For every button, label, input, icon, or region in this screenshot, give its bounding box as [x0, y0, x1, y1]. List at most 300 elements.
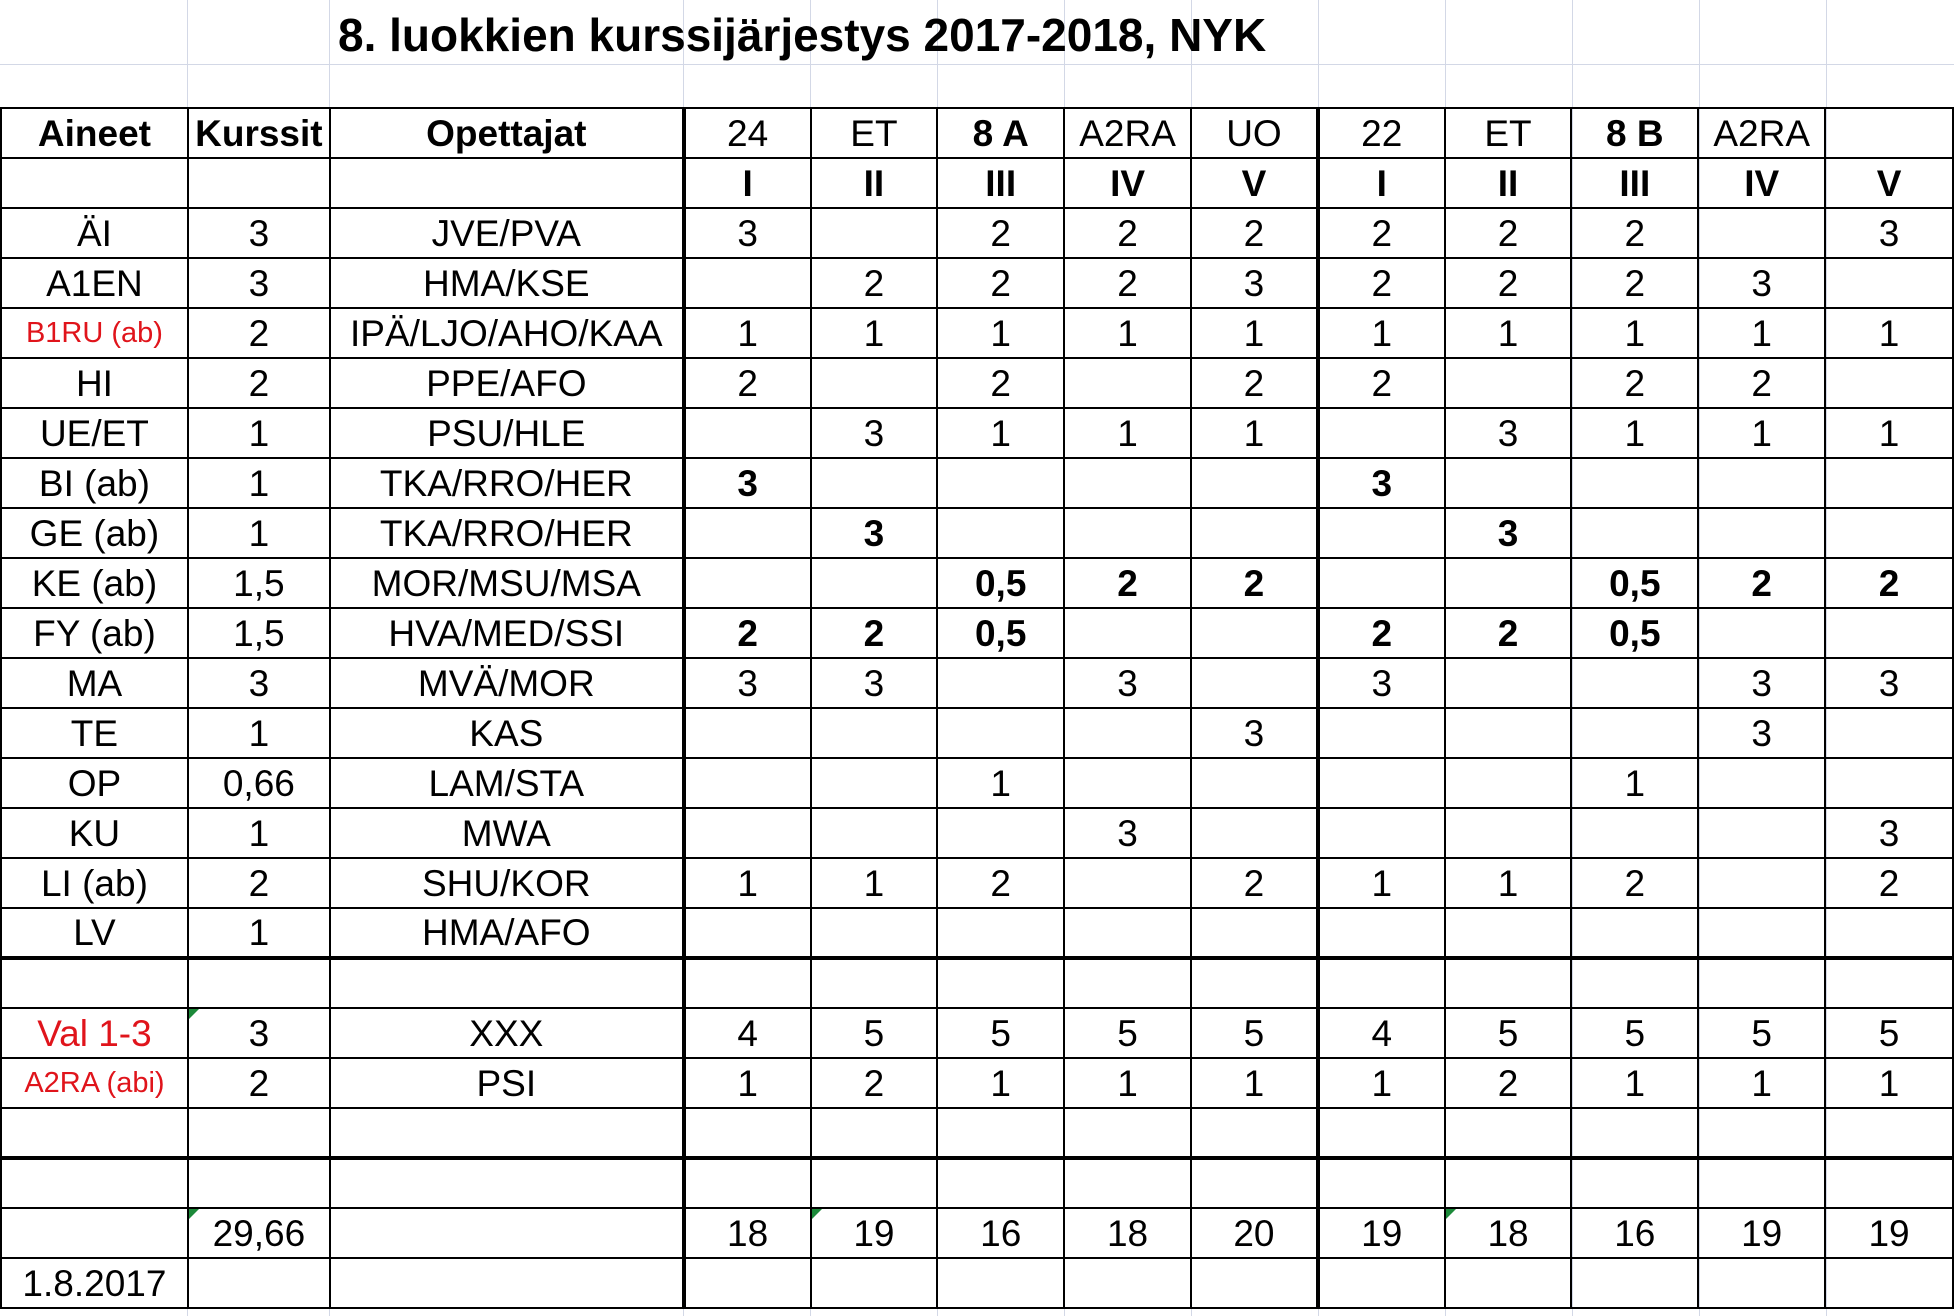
value-cell: 5	[1825, 1008, 1953, 1058]
value-cell: 2	[1064, 258, 1191, 308]
total-cell: 19	[1825, 1208, 1953, 1258]
value-cell: 0,5	[1571, 558, 1698, 608]
kurssit-cell: 2	[188, 1058, 330, 1108]
teacher-cell: MOR/MSU/MSA	[330, 558, 684, 608]
empty-cell	[811, 1258, 938, 1308]
value-cell: 3	[1825, 208, 1953, 258]
total-cell: 20	[1191, 1208, 1318, 1258]
value-cell: 3	[811, 658, 938, 708]
value-cell	[1318, 808, 1445, 858]
table-row	[1, 608, 1953, 658]
value-cell: 2	[1191, 558, 1318, 608]
value-cell: 1	[1825, 408, 1953, 458]
value-cell	[811, 558, 938, 608]
kurssit-cell: 1	[188, 708, 330, 758]
period-header: II	[811, 158, 938, 208]
kurssit-cell: 1,5	[188, 608, 330, 658]
kurssit-cell: 1,5	[188, 558, 330, 608]
period-header: I	[1318, 158, 1445, 208]
value-cell	[811, 758, 938, 808]
totals-row	[1, 1208, 1953, 1258]
subject-cell: B1RU (ab)	[1, 308, 188, 358]
value-cell: 3	[1445, 508, 1572, 558]
empty-cell	[1571, 958, 1698, 1008]
subject-cell: A1EN	[1, 258, 188, 308]
value-cell	[1318, 758, 1445, 808]
value-cell: 3	[1698, 658, 1825, 708]
table-row	[1, 858, 1953, 908]
value-cell: 1	[937, 1058, 1064, 1108]
value-cell: 5	[1064, 1008, 1191, 1058]
value-cell: 1	[1064, 408, 1191, 458]
value-cell	[1825, 758, 1953, 808]
value-cell: 2	[1445, 258, 1572, 308]
empty-cell	[1191, 1158, 1318, 1208]
value-cell	[1064, 908, 1191, 958]
value-cell: 2	[1445, 608, 1572, 658]
subject-cell: A2RA (abi)	[1, 1058, 188, 1108]
value-cell: 1	[1571, 1058, 1698, 1108]
value-cell: 3	[1064, 808, 1191, 858]
period-header: II	[1445, 158, 1572, 208]
value-cell: 1	[1064, 1058, 1191, 1108]
value-cell	[811, 208, 938, 258]
header-kurssit: Kurssit	[188, 108, 330, 158]
value-cell	[1698, 208, 1825, 258]
value-cell	[811, 808, 938, 858]
empty-cell	[937, 1108, 1064, 1158]
empty-cell	[1698, 1108, 1825, 1158]
table-row	[1, 808, 1953, 858]
table-row	[1, 908, 1953, 958]
value-cell: 2	[1318, 608, 1445, 658]
value-cell: 0,5	[937, 608, 1064, 658]
value-cell	[811, 908, 938, 958]
value-cell: 3	[1318, 658, 1445, 708]
value-cell: 1	[1825, 308, 1953, 358]
value-cell: 1	[1571, 758, 1698, 808]
value-cell	[1825, 258, 1953, 308]
kurssit-cell: 0,66	[188, 758, 330, 808]
schedule-table	[0, 107, 1954, 1309]
group-header: A2RA	[1064, 108, 1191, 158]
value-cell: 2	[1571, 208, 1698, 258]
value-cell: 1	[811, 858, 938, 908]
empty-cell	[684, 1158, 811, 1208]
value-cell: 2	[1698, 558, 1825, 608]
empty-cell	[1064, 1258, 1191, 1308]
empty-cell	[1064, 1108, 1191, 1158]
value-cell	[1698, 608, 1825, 658]
period-header: IV	[1698, 158, 1825, 208]
table-row	[1, 208, 1953, 258]
value-cell	[937, 808, 1064, 858]
value-cell	[937, 708, 1064, 758]
empty-cell	[1571, 1258, 1698, 1308]
value-cell	[1064, 608, 1191, 658]
table-row	[1, 508, 1953, 558]
value-cell: 1	[811, 308, 938, 358]
empty-cell	[1445, 958, 1572, 1008]
table-row	[1, 308, 1953, 358]
empty-cell	[1, 1158, 188, 1208]
teacher-cell: SHU/KOR	[330, 858, 684, 908]
value-cell	[1191, 658, 1318, 708]
value-cell: 3	[684, 458, 811, 508]
value-cell	[1825, 458, 1953, 508]
value-cell: 3	[811, 408, 938, 458]
table-row	[1, 1008, 1953, 1058]
group-header: ET	[811, 108, 938, 158]
value-cell: 2	[811, 1058, 938, 1108]
value-cell: 4	[684, 1008, 811, 1058]
teacher-cell: IPÄ/LJO/AHO/KAA	[330, 308, 684, 358]
teacher-cell: PSI	[330, 1058, 684, 1108]
value-cell: 5	[937, 1008, 1064, 1058]
value-cell: 1	[684, 308, 811, 358]
empty-cell	[1571, 1108, 1698, 1158]
kurssit-cell: 1	[188, 408, 330, 458]
group-header: ET	[1445, 108, 1572, 158]
empty-cell	[1445, 1158, 1572, 1208]
value-cell: 4	[1318, 1008, 1445, 1058]
value-cell	[1318, 508, 1445, 558]
empty-cell	[188, 1258, 330, 1308]
teacher-cell: TKA/RRO/HER	[330, 458, 684, 508]
value-cell	[1698, 758, 1825, 808]
subject-cell: FY (ab)	[1, 608, 188, 658]
value-cell	[1318, 908, 1445, 958]
value-cell	[937, 508, 1064, 558]
empty-cell	[1318, 1258, 1445, 1308]
value-cell: 1	[1318, 308, 1445, 358]
group-header: UO	[1191, 108, 1318, 158]
empty-cell	[811, 958, 938, 1008]
value-cell	[1445, 908, 1572, 958]
empty-cell	[330, 1158, 684, 1208]
value-cell: 1	[1318, 1058, 1445, 1108]
empty-cell	[684, 958, 811, 1008]
kurssit-cell: 1	[188, 508, 330, 558]
value-cell	[937, 908, 1064, 958]
value-cell	[1191, 508, 1318, 558]
value-cell	[684, 508, 811, 558]
value-cell: 1	[937, 308, 1064, 358]
value-cell: 1	[684, 858, 811, 908]
empty-cell	[1191, 958, 1318, 1008]
class-header-8a: 8 A	[937, 108, 1064, 158]
gridline	[0, 64, 1954, 65]
empty-cell	[1571, 1158, 1698, 1208]
value-cell	[1698, 858, 1825, 908]
empty-cell	[1825, 1108, 1953, 1158]
value-cell	[1825, 908, 1953, 958]
value-cell: 2	[1445, 208, 1572, 258]
value-cell	[1445, 358, 1572, 408]
value-cell: 0,5	[1571, 608, 1698, 658]
value-cell: 3	[1825, 658, 1953, 708]
value-cell	[1825, 708, 1953, 758]
value-cell	[1191, 808, 1318, 858]
teacher-cell: PSU/HLE	[330, 408, 684, 458]
total-cell: 18	[1445, 1208, 1572, 1258]
value-cell	[1698, 508, 1825, 558]
blank-row	[1, 1158, 1953, 1208]
subject-cell: MA	[1, 658, 188, 708]
value-cell	[1064, 458, 1191, 508]
value-cell: 3	[1698, 708, 1825, 758]
empty-cell	[188, 958, 330, 1008]
value-cell	[1191, 458, 1318, 508]
group-header	[1825, 108, 1953, 158]
value-cell: 2	[811, 258, 938, 308]
value-cell	[1825, 358, 1953, 408]
empty-cell	[330, 158, 684, 208]
empty-cell	[1698, 1158, 1825, 1208]
kurssit-cell: 3	[188, 658, 330, 708]
empty-cell	[1191, 1108, 1318, 1158]
value-cell	[684, 258, 811, 308]
teacher-cell: HMA/KSE	[330, 258, 684, 308]
value-cell: 2	[1445, 1058, 1572, 1108]
value-cell	[1445, 458, 1572, 508]
value-cell: 2	[684, 608, 811, 658]
kurssit-cell: 2	[188, 308, 330, 358]
value-cell: 1	[1191, 308, 1318, 358]
value-cell: 2	[1318, 208, 1445, 258]
value-cell: 1	[1445, 308, 1572, 358]
value-cell: 5	[1191, 1008, 1318, 1058]
total-cell: 19	[811, 1208, 938, 1258]
empty-cell	[684, 1258, 811, 1308]
value-cell: 3	[684, 208, 811, 258]
value-cell	[1318, 708, 1445, 758]
period-header: III	[1571, 158, 1698, 208]
total-cell: 18	[684, 1208, 811, 1258]
value-cell	[937, 458, 1064, 508]
value-cell	[684, 558, 811, 608]
value-cell	[1571, 908, 1698, 958]
empty-cell	[1825, 958, 1953, 1008]
kurssit-cell: 1	[188, 808, 330, 858]
page-title: 8. luokkien kurssijärjestys 2017-2018, NYK	[338, 9, 1267, 61]
value-cell	[1318, 558, 1445, 608]
value-cell: 5	[1445, 1008, 1572, 1058]
table-row	[1, 758, 1953, 808]
subject-cell: KE (ab)	[1, 558, 188, 608]
value-cell: 5	[1698, 1008, 1825, 1058]
value-cell	[1064, 858, 1191, 908]
empty-cell	[1825, 1258, 1953, 1308]
value-cell: 2	[1191, 208, 1318, 258]
subject-cell: Val 1-3	[1, 1008, 188, 1058]
empty-cell	[1, 158, 188, 208]
value-cell: 2	[684, 358, 811, 408]
value-cell: 1	[684, 1058, 811, 1108]
value-cell	[1571, 808, 1698, 858]
kurssit-cell: 3	[188, 208, 330, 258]
empty-cell	[684, 1108, 811, 1158]
period-header: V	[1825, 158, 1953, 208]
value-cell	[811, 358, 938, 408]
class-header-8b: 8 B	[1571, 108, 1698, 158]
value-cell	[1064, 508, 1191, 558]
value-cell	[684, 908, 811, 958]
value-cell: 3	[684, 658, 811, 708]
total-cell: 19	[1698, 1208, 1825, 1258]
subject-cell: LV	[1, 908, 188, 958]
total-cell: 16	[937, 1208, 1064, 1258]
teacher-cell: MVÄ/MOR	[330, 658, 684, 708]
kurssit-cell: 2	[188, 858, 330, 908]
value-cell: 2	[1318, 258, 1445, 308]
value-cell	[1064, 708, 1191, 758]
header-aineet: Aineet	[1, 108, 188, 158]
empty-cell	[1445, 1258, 1572, 1308]
teacher-cell: LAM/STA	[330, 758, 684, 808]
empty-cell	[188, 158, 330, 208]
value-cell: 1	[1191, 1058, 1318, 1108]
value-cell	[684, 758, 811, 808]
table-row	[1, 458, 1953, 508]
value-cell: 3	[1825, 808, 1953, 858]
teacher-cell: MWA	[330, 808, 684, 858]
subject-cell: GE (ab)	[1, 508, 188, 558]
value-cell	[1191, 908, 1318, 958]
blank-row	[1, 958, 1953, 1008]
group-header: 22	[1318, 108, 1445, 158]
value-cell	[1825, 608, 1953, 658]
value-cell: 3	[1191, 258, 1318, 308]
value-cell: 3	[1698, 258, 1825, 308]
value-cell: 2	[937, 208, 1064, 258]
value-cell	[1571, 708, 1698, 758]
value-cell: 2	[1571, 358, 1698, 408]
value-cell: 1	[1571, 408, 1698, 458]
value-cell	[1445, 658, 1572, 708]
kurssit-cell: 3	[188, 258, 330, 308]
kurssit-cell: 3	[188, 1008, 330, 1058]
subject-cell: UE/ET	[1, 408, 188, 458]
value-cell	[1571, 658, 1698, 708]
table-row	[1, 1058, 1953, 1108]
total-kurssit: 29,66	[188, 1208, 330, 1258]
group-header: A2RA	[1698, 108, 1825, 158]
period-header: I	[684, 158, 811, 208]
value-cell: 1	[1698, 1058, 1825, 1108]
group-header: 24	[684, 108, 811, 158]
empty-cell	[1, 1208, 188, 1258]
value-cell: 2	[1318, 358, 1445, 408]
value-cell	[684, 408, 811, 458]
value-cell: 2	[1191, 858, 1318, 908]
value-cell: 1	[1571, 308, 1698, 358]
subject-cell: OP	[1, 758, 188, 808]
value-cell	[1064, 758, 1191, 808]
value-cell: 2	[1191, 358, 1318, 408]
empty-cell	[188, 1158, 330, 1208]
empty-cell	[1318, 958, 1445, 1008]
value-cell: 3	[1191, 708, 1318, 758]
value-cell	[1698, 908, 1825, 958]
empty-cell	[1698, 1258, 1825, 1308]
teacher-cell: HMA/AFO	[330, 908, 684, 958]
period-header: V	[1191, 158, 1318, 208]
subject-cell: BI (ab)	[1, 458, 188, 508]
value-cell	[1445, 758, 1572, 808]
empty-cell	[937, 1258, 1064, 1308]
teacher-cell: TKA/RRO/HER	[330, 508, 684, 558]
value-cell: 5	[811, 1008, 938, 1058]
empty-cell	[1191, 1258, 1318, 1308]
value-cell: 1	[1698, 308, 1825, 358]
subject-cell: HI	[1, 358, 188, 408]
value-cell: 3	[1064, 658, 1191, 708]
value-cell: 2	[1064, 558, 1191, 608]
period-header: III	[937, 158, 1064, 208]
value-cell	[1445, 708, 1572, 758]
value-cell: 0,5	[937, 558, 1064, 608]
teacher-cell: HVA/MED/SSI	[330, 608, 684, 658]
value-cell	[684, 808, 811, 858]
value-cell	[1571, 458, 1698, 508]
empty-cell	[811, 1108, 938, 1158]
period-row	[1, 158, 1953, 208]
empty-cell	[811, 1158, 938, 1208]
value-cell	[1571, 508, 1698, 558]
value-cell: 1	[937, 758, 1064, 808]
teacher-cell: JVE/PVA	[330, 208, 684, 258]
table-row	[1, 558, 1953, 608]
subject-cell: KU	[1, 808, 188, 858]
value-cell: 5	[1571, 1008, 1698, 1058]
value-cell: 2	[1571, 258, 1698, 308]
total-cell: 16	[1571, 1208, 1698, 1258]
value-cell	[1698, 458, 1825, 508]
empty-cell	[330, 1258, 684, 1308]
subject-cell: ÄI	[1, 208, 188, 258]
value-cell	[1698, 808, 1825, 858]
value-cell: 1	[1825, 1058, 1953, 1108]
teacher-cell: PPE/AFO	[330, 358, 684, 408]
empty-cell	[1, 1108, 188, 1158]
empty-cell	[330, 1208, 684, 1258]
kurssit-cell: 1	[188, 458, 330, 508]
value-cell	[811, 458, 938, 508]
value-cell: 3	[811, 508, 938, 558]
value-cell: 1	[1698, 408, 1825, 458]
value-cell	[1191, 608, 1318, 658]
table-row	[1, 708, 1953, 758]
empty-cell	[1064, 958, 1191, 1008]
value-cell: 1	[1064, 308, 1191, 358]
value-cell	[684, 708, 811, 758]
empty-cell	[1064, 1158, 1191, 1208]
date-cell: 1.8.2017	[1, 1258, 188, 1308]
value-cell	[811, 708, 938, 758]
value-cell: 2	[937, 358, 1064, 408]
value-cell	[937, 658, 1064, 708]
value-cell: 2	[1571, 858, 1698, 908]
value-cell: 2	[1698, 358, 1825, 408]
period-header: IV	[1064, 158, 1191, 208]
empty-cell	[330, 1108, 684, 1158]
empty-cell	[330, 958, 684, 1008]
kurssit-cell: 2	[188, 358, 330, 408]
kurssit-cell: 1	[188, 908, 330, 958]
header-opettajat: Opettajat	[330, 108, 684, 158]
value-cell: 2	[811, 608, 938, 658]
